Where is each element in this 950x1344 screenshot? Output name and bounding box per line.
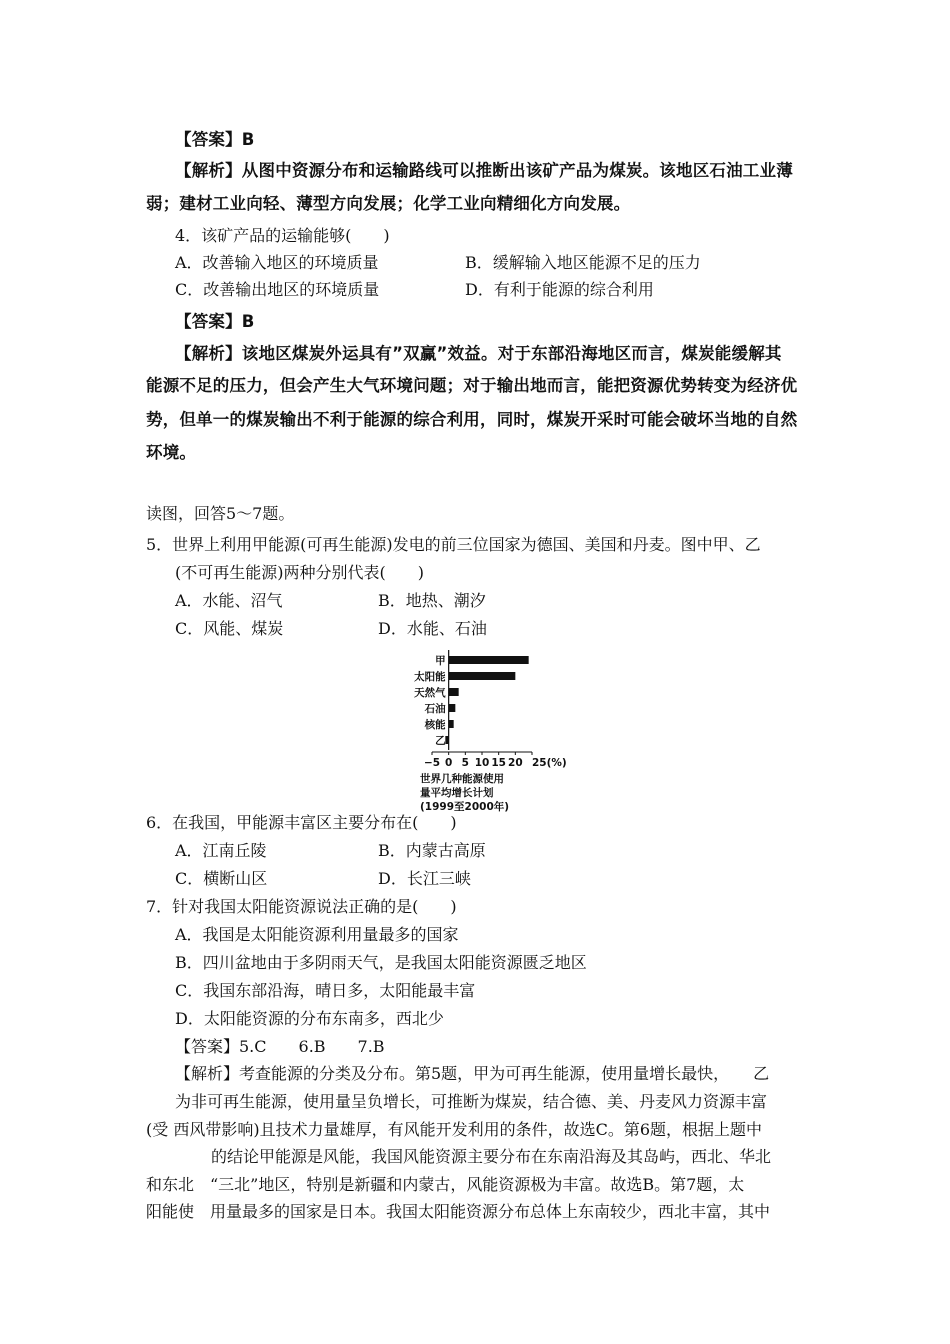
bar (449, 720, 454, 728)
analysis-line: 【解析】从图中资源分布和运输路线可以推断出该矿产品为煤炭。该地区石油工业薄 (175, 161, 793, 180)
chart-caption: 量平均增长计划 (420, 787, 494, 799)
option-a: A．我国是太阳能资源利用量最多的国家 (175, 925, 459, 944)
answer-label: 【答案】B (175, 130, 255, 149)
option-c: C．我国东部沿海，晴日多，太阳能最丰富 (175, 981, 476, 1000)
question-stem: 6．在我国，甲能源丰富区主要分布在( ) (146, 813, 457, 832)
question-stem-cont: (不可再生能源)两种分别代表( ) (175, 563, 424, 582)
energy-growth-chart (380, 648, 567, 813)
category-label: 石油 (424, 703, 446, 715)
section-intro: 读图，回答5～7题。 (146, 504, 295, 523)
x-tick-label: −5 (423, 757, 441, 769)
question-stem: 5．世界上利用甲能源(可再生能源)发电的前三位国家为德国、美国和丹麦。图中甲、乙 (146, 535, 761, 554)
option-b: B．内蒙古高原 (378, 841, 486, 860)
analysis-line: 能源不足的压力，但会产生大气环境问题；对于输出地而言，能把资源优势转变为经济优 (146, 376, 798, 395)
option-a: A．水能、沼气 (175, 591, 283, 610)
x-tick-label: 0 (445, 757, 453, 769)
question-stem: 4．该矿产品的运输能够( ) (175, 226, 390, 245)
option-b: B．缓解输入地区能源不足的压力 (465, 253, 701, 272)
x-tick-label: 20 (508, 757, 523, 769)
answer-label: 【答案】B (175, 312, 255, 331)
bar (449, 688, 459, 696)
analysis-line: 为非可再生能源，使用量呈负增长，可推断为煤炭，结合德、美、丹麦风力资源丰富 (175, 1092, 768, 1111)
category-label: 太阳能 (414, 671, 446, 683)
option-d: D．长江三峡 (378, 869, 471, 888)
answer-label: 【答案】5.C 6.B 7.B (175, 1037, 385, 1056)
option-d: D．有利于能源的综合利用 (465, 280, 654, 299)
option-c: C．改善输出地区的环境质量 (175, 280, 380, 299)
option-a: A．江南丘陵 (175, 841, 267, 860)
option-c: C．横断山区 (175, 869, 268, 888)
category-label: 核能 (424, 719, 446, 731)
analysis-line: 【解析】该地区煤炭外运具有”双赢”效益。对于东部沿海地区而言，煤炭能缓解其 (175, 344, 782, 363)
analysis-line: 阳能使 用量最多的国家是日本。我国太阳能资源分布总体上东南较少，西北丰富，其中 (146, 1202, 771, 1221)
analysis-line: 的结论甲能源是风能，我国风能资源主要分布在东南沿海及其岛屿，西北、华北 (211, 1147, 772, 1166)
analysis-line: 环境。 (146, 443, 197, 462)
category-label: 乙 (435, 735, 446, 747)
option-d: D．水能、石油 (378, 619, 487, 638)
analysis-line: (受 西风带影响)且技术力量雄厚，有风能开发利用的条件，故选C。第6题，根据上题中 (146, 1120, 762, 1139)
analysis-line: 和东北 “三北”地区，特别是新疆和内蒙古，风能资源极为丰富。故选B。第7题，太 (146, 1175, 745, 1194)
analysis-line: 【解析】考查能源的分类及分布。第5题，甲为可再生能源，使用量增长最快， 乙 (175, 1064, 770, 1083)
question-stem: 7．针对我国太阳能资源说法正确的是( ) (146, 897, 457, 916)
option-c: C．风能、煤炭 (175, 619, 284, 638)
category-label: 甲 (435, 655, 446, 667)
bar (445, 736, 448, 744)
analysis-line: 势，但单一的煤炭输出不利于能源的综合利用，同时，煤炭开采时可能会破坏当地的自然 (146, 410, 798, 429)
bar (449, 704, 456, 712)
option-b: B．四川盆地由于多阴雨天气，是我国太阳能资源匮乏地区 (175, 953, 587, 972)
x-tick-label: 10 (474, 757, 490, 769)
x-tick-label: 5 (461, 757, 469, 769)
x-tick-label: 25(%) (532, 757, 567, 769)
chart-caption: (1999至2000年) (420, 801, 510, 813)
bar (449, 672, 516, 680)
option-a: A．改善输入地区的环境质量 (175, 253, 379, 272)
analysis-line: 弱；建材工业向轻、薄型方向发展；化学工业向精细化方向发展。 (146, 194, 631, 213)
option-b: B．地热、潮汐 (378, 591, 486, 610)
chart-caption: 世界几种能源使用 (420, 773, 504, 785)
category-label: 天然气 (414, 687, 446, 699)
x-tick-label: 15 (491, 757, 506, 769)
option-d: D．太阳能资源的分布东南多，西北少 (175, 1009, 444, 1028)
bar (449, 656, 529, 664)
